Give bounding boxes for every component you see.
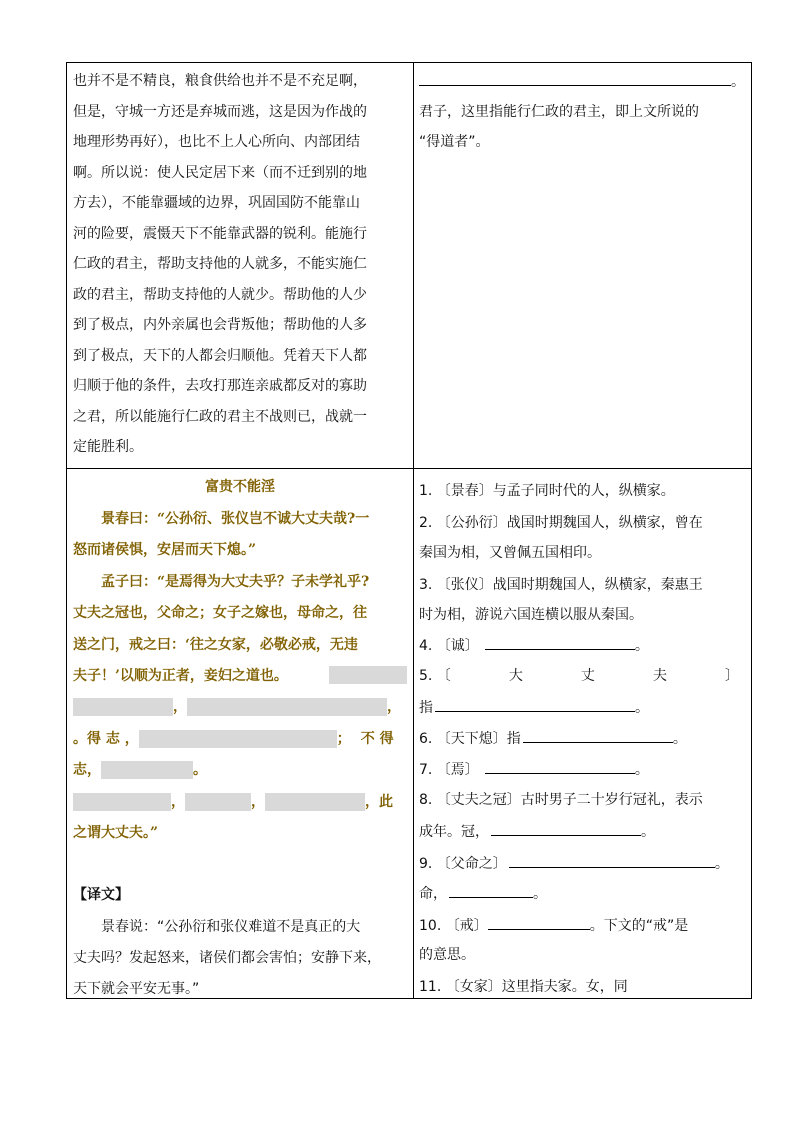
column-divider [413, 63, 414, 998]
translation-continued-cell [73, 63, 409, 468]
answer-blank[interactable] [491, 821, 641, 836]
translation-line: 归顺于他的条件，去攻打那连亲戚都反对的寡助 [73, 378, 367, 394]
answer-blank[interactable] [523, 728, 673, 743]
answer-blank[interactable] [509, 853, 715, 868]
note-9: 9. 〔父命之〕 。 [419, 853, 729, 873]
text-line: 景春曰：“公孙衍、张仪岂不诚大丈夫哉?一 [101, 511, 370, 527]
text-line: 送之门，戒之曰：‘往之女家，必敬必戒，无违 [73, 637, 358, 653]
translation-line: 方去），不能靠疆域的边界，巩固国防不能靠山 [73, 195, 360, 211]
note-9-cont: 命， 。 [419, 883, 547, 903]
translation-line: 景春说：“公孙衍和张仪难道不是真正的大 [101, 919, 361, 935]
blank-row: ， ， ，此 [73, 792, 393, 812]
note-answer-line: 。 [419, 71, 745, 91]
note-4: 4. 〔诚〕 。 [419, 635, 649, 655]
answer-blank[interactable] [449, 883, 533, 898]
text-line: 夫子！’以顺为正者，妾妇之道也。 [73, 668, 288, 684]
note-3-cont: 时为相，游说六国连横以服从秦国。 [419, 607, 643, 623]
original-text-cell [73, 469, 409, 999]
note-10: 10. 〔戒〕 。下文的“戒”是 [419, 915, 688, 935]
notes-cell [419, 469, 749, 999]
answer-blank[interactable] [485, 635, 635, 650]
note-1: 1. 〔景春〕与孟子同时代的人，纵横家。 [419, 483, 675, 499]
note-junzi: 君子，这里指能行仁政的君主，即上文所说的 [419, 104, 699, 120]
note-8-cont: 成年。冠， 。 [419, 821, 655, 841]
fill-in-blank[interactable] [329, 666, 407, 684]
translation-line: 政的君主，帮助支持他的人就少。帮助他的人少 [73, 286, 367, 303]
translation-line: 到了极点，天下的人都会归顺他。凭着天下人都 [73, 347, 367, 364]
blank-row: 志， 。 [73, 762, 207, 778]
note-7: 7. 〔焉〕 。 [419, 759, 649, 779]
note-6: 6. 〔天下熄〕指 。 [419, 728, 687, 748]
fill-in-blank[interactable] [101, 761, 193, 779]
text-line: 之谓大丈夫。” [73, 825, 159, 841]
answer-blank[interactable] [419, 71, 731, 86]
answer-blank[interactable] [435, 697, 635, 712]
note-5: 5. 〔 大 丈 夫 〕 [419, 668, 739, 684]
note-8: 8. 〔丈夫之冠〕古时男子二十岁行冠礼，表示 [419, 792, 703, 808]
note-2: 2. 〔公孙衍〕战国时期魏国人，纵横家，曾在 [419, 515, 703, 531]
fill-in-blank[interactable] [73, 698, 173, 716]
note-dedaozhe: “得道者”。 [419, 134, 490, 150]
translation-line: 到了极点，内外亲属也会背叛他；帮助他的人多 [73, 317, 367, 333]
translation-line: 河的险要，震慑天下不能靠武器的锐利。能施行 [73, 225, 367, 242]
translation-line: 之君，所以能施行仁政的君主不战则已，战就一 [73, 408, 367, 425]
text-line: 丈夫之冠也，父命之；女子之嫁也，母命之，往 [73, 605, 367, 621]
note-5-cont: 指 。 [419, 697, 649, 717]
translation-line: 天下就会平安无事。” [73, 981, 200, 997]
note-3: 3. 〔张仪〕战国时期魏国人，纵横家，秦惠王 [419, 577, 703, 593]
section-title: 富贵不能淫 [205, 479, 275, 495]
translation-line: 地理形势再好），也比不上人心所向、内部团结 [73, 134, 360, 150]
text-line: 孟子曰：“是焉得为大丈夫乎？子未学礼乎? [101, 574, 370, 590]
translation-line: 仁政的君主，帮助支持他的人就多，不能实施仁 [73, 256, 367, 272]
note-10-cont: 的意思。 [419, 947, 475, 963]
blank-row: 。得 志 ， ； 不 得 [73, 731, 394, 747]
translation-line: 但是，守城一方还是弃城而逃，这是因为作战的 [73, 103, 367, 120]
blank-row: ， ， [73, 697, 401, 717]
notes-continued-cell [419, 63, 749, 468]
translation-line: 也并不是不精良，粮食供给也并不是不充足啊， [73, 73, 367, 89]
fill-in-blank[interactable] [73, 793, 171, 811]
translation-table [66, 62, 752, 999]
answer-blank[interactable] [485, 759, 635, 774]
answer-blank[interactable] [488, 915, 590, 930]
translation-line: 定能胜利。 [73, 439, 143, 455]
fill-in-blank[interactable] [185, 793, 251, 811]
note-11: 11. 〔女家〕这里指夫家。女，同 [419, 979, 628, 995]
translation-line: 丈夫吗？发起怒来，诸侯们都会害怕；安静下来， [73, 950, 381, 966]
fill-in-blank[interactable] [139, 730, 337, 748]
fill-in-blank[interactable] [187, 698, 387, 716]
note-2-cont: 秦国为相，又曾佩五国相印。 [419, 545, 601, 561]
translation-line: 啊。所以说：使人民定居下来（而不迁到别的地 [73, 164, 367, 181]
text-line: 怒而诸侯惧，安居而天下熄。” [73, 542, 257, 558]
fill-in-blank[interactable] [265, 793, 365, 811]
translation-heading: 【译文】 [73, 887, 129, 903]
